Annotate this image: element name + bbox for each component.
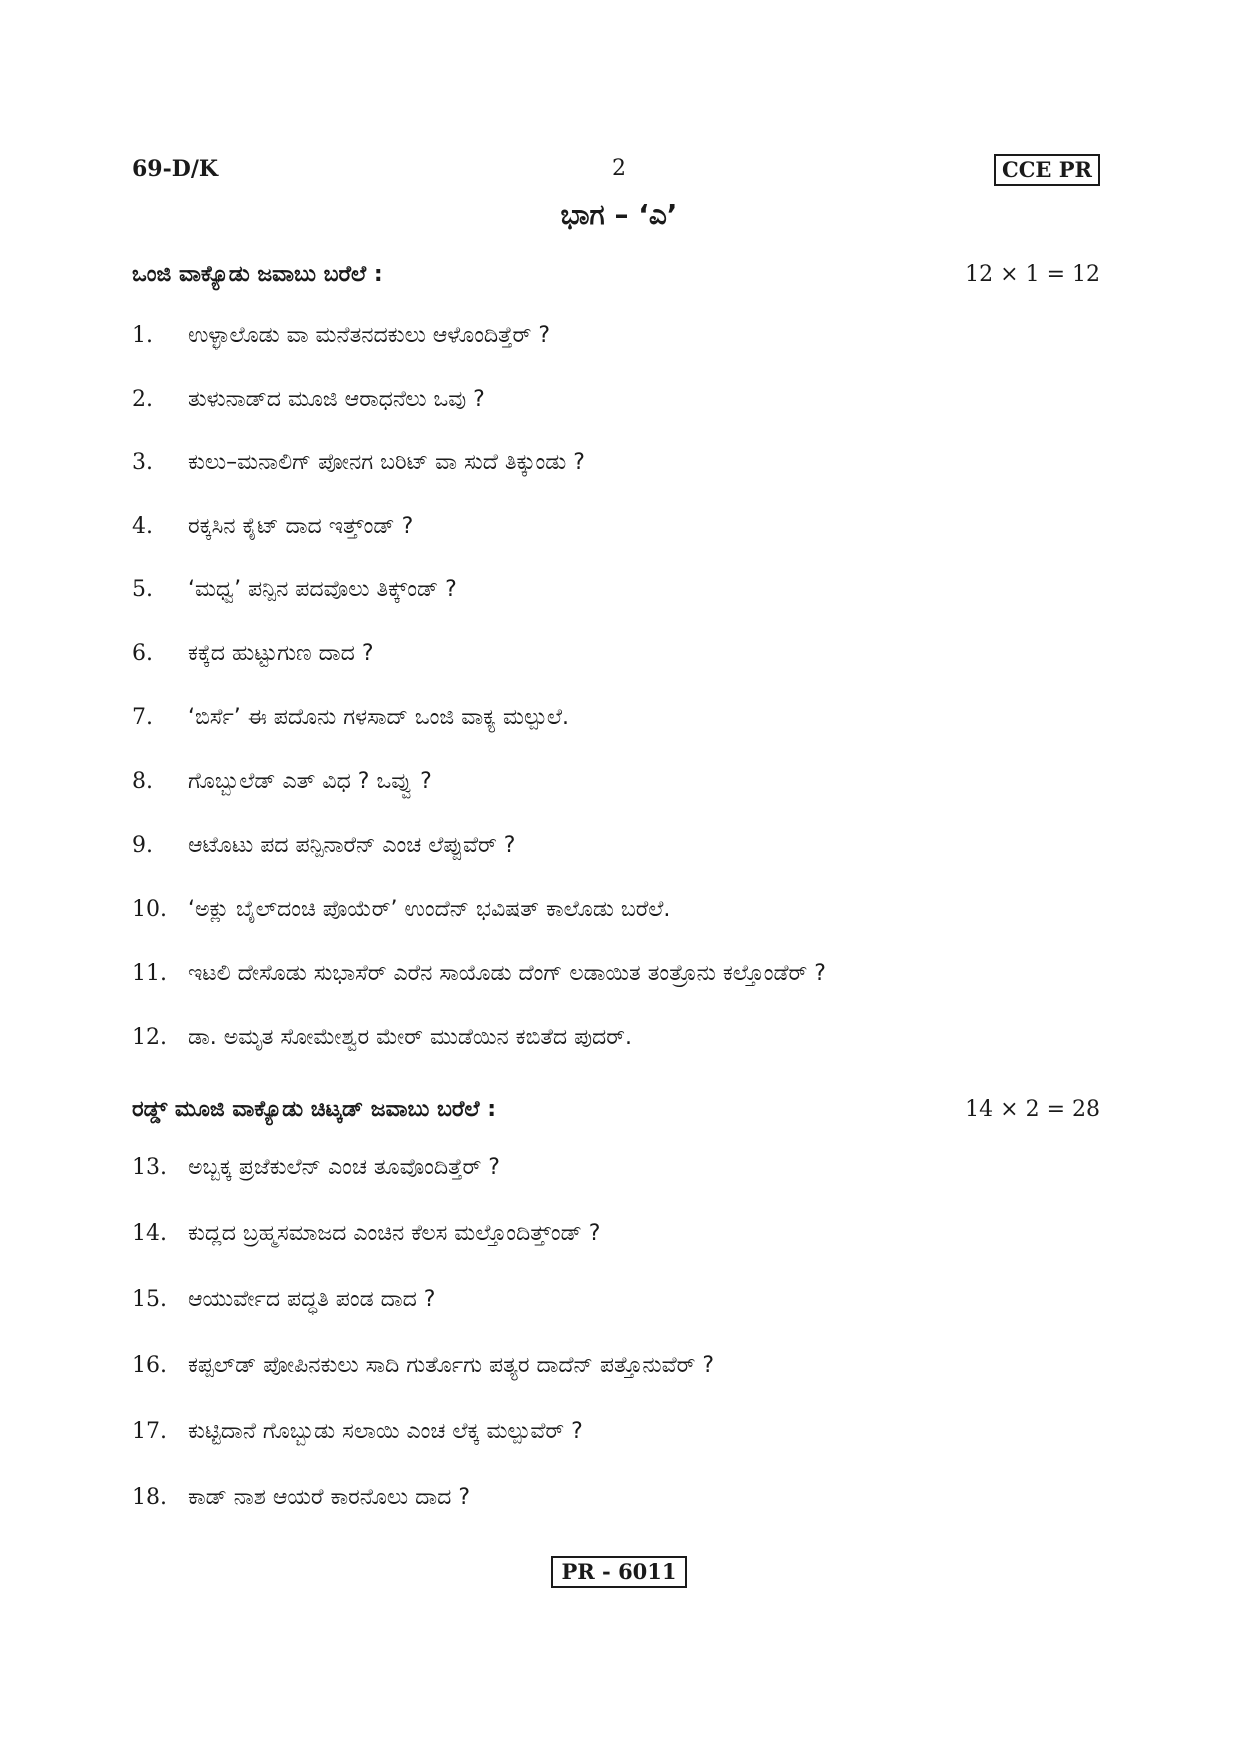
question-6 <box>132 638 1100 670</box>
question-text: ಗೊಬ್ಬುಲೆಡ್ ಎತ್ ವಿಧ ? ಒವ್ವು ? <box>188 769 432 794</box>
question-text: ತುಳುನಾಡ್‌ದ ಮೂಜಿ ಆರಾಧನೆಲು ಒವು ? <box>188 387 485 412</box>
paper-code: 69-D/K <box>132 156 218 182</box>
question-number: 4. <box>132 514 153 539</box>
question-number: 18. <box>132 1485 167 1510</box>
question-10 <box>132 894 1100 926</box>
question-text: ಕಪ್ಪಲ್‌ಡ್ ಪೋಪಿನಕುಲು ಸಾದಿ ಗುರ್ತೊಗು ಪತ್ಯರ ದಾದೆನ್ ಪತ್ತೊನುವೆರ್ ? <box>188 1353 715 1378</box>
question-9 <box>132 830 1100 862</box>
question-text: ‘ಅಕ್ಲು ಬೈಲ್‌ದಂಚಿ ಪೊಯೆರ್’ ಉಂದೆನ್ ಭವಿಷತ್ ಕಾಲೊಡು ಬರೆಲೆ. <box>188 897 671 922</box>
question-text: ಕುದ್ಲದ ಬ್ರಹ್ಮಸಮಾಜದ ಎಂಚಿನ ಕೆಲಸ ಮಲ್ತೊಂದಿತ್ತ್‌ಂಡ್ ? <box>188 1221 601 1246</box>
question-number: 17. <box>132 1419 167 1444</box>
page-number: 2 <box>612 156 626 181</box>
question-text: ರಕ್ಕಸಿನ ಕೈಟ್ ದಾದ ಇತ್ತ್‌ಂಡ್ ? <box>188 514 414 539</box>
question-12 <box>132 1022 1100 1054</box>
question-7 <box>132 702 1100 734</box>
question-1 <box>132 320 1100 352</box>
question-number: 14. <box>132 1221 167 1246</box>
question-number: 13. <box>132 1155 167 1180</box>
question-text: ಅಬ್ಬಕ್ಕ ಪ್ರಜೆಕುಲೆನ್ ಎಂಚ ತೂವೊಂದಿತ್ತೆರ್ ? <box>188 1155 500 1180</box>
question-13 <box>132 1152 1100 1184</box>
page-header <box>132 156 1100 192</box>
exam-code-box: CCE PR <box>994 154 1100 186</box>
question-number: 6. <box>132 641 153 666</box>
part-title: ಭಾಗ – ‘ಎ’ <box>560 198 678 231</box>
question-number: 7. <box>132 705 153 730</box>
question-4 <box>132 511 1100 543</box>
question-number: 15. <box>132 1287 167 1312</box>
question-8 <box>132 766 1100 798</box>
question-number: 5. <box>132 577 153 602</box>
section-2-instruction: ರಡ್ಡ್ ಮೂಜಿ ವಾಕ್ಯೊಡು ಚಿಟ್ಕಡ್ ಜವಾಬು ಬರೆಲೆ : <box>132 1097 497 1122</box>
question-number: 16. <box>132 1353 167 1378</box>
section-1-heading <box>132 262 1100 296</box>
question-text: ಕುಟ್ಟಿದಾನೆ ಗೊಬ್ಬುಡು ಸಲಾಯಿ ಎಂಚ ಲೆಕ್ಕ ಮಲ್ಪುವೆರ್ ? <box>188 1419 583 1444</box>
question-text: ಇಟಲಿ ದೇಸೊಡು ಸುಭಾಸೆರ್ ಎರೆನ ಸಾಯೊಡು ದೆಂಗ್ ಲಡಾಯಿತ ತಂತ್ರೊನು ಕಲ್ತೊಂಡೆರ್ ? <box>188 961 826 986</box>
question-15 <box>132 1284 1100 1316</box>
footer-code-box: PR - 6011 <box>551 1556 686 1588</box>
question-number: 3. <box>132 450 153 475</box>
question-14 <box>132 1218 1100 1250</box>
question-17 <box>132 1416 1100 1448</box>
question-text: ಆಯುರ್ವೇದ ಪದ್ಧತಿ ಪಂಡ ದಾದ ? <box>188 1287 436 1312</box>
question-number: 11. <box>132 961 167 986</box>
question-16 <box>132 1350 1100 1382</box>
section-1-instruction: ಒಂಜಿ ವಾಕ್ಯೊಡು ಜವಾಬು ಬರೆಲೆ : <box>132 262 383 287</box>
page-footer <box>0 1556 1238 1588</box>
question-5 <box>132 574 1100 606</box>
question-18 <box>132 1482 1100 1514</box>
question-text: ಕಾಡ್ ನಾಶ ಆಯರೆ ಕಾರನೊಲು ದಾದ ? <box>188 1485 470 1510</box>
question-number: 10. <box>132 897 167 922</box>
question-text: ‘ಬಿರ್ಸೆ’ ಈ ಪದೊನು ಗಳಸಾದ್ ಒಂಜಿ ವಾಕ್ಯ ಮಲ್ಪುಲೆ. <box>188 705 570 730</box>
question-text: ‘ಮಧ್ವ’ ಪನ್ಪಿನ ಪದವೊಲು ತಿಕ್ಕ್‌ಂಡ್ ? <box>188 577 457 602</box>
question-text: ಉಳ್ಳಾಲೊಡು ವಾ ಮನೆತನದಕುಲು ಆಳೊಂದಿತ್ತೆರ್ ? <box>188 323 550 348</box>
question-number: 1. <box>132 323 153 348</box>
question-text: ಡಾ. ಅಮೃತ ಸೋಮೇಶ್ವರ ಮೇರ್ ಮುಡೆಯಿನ ಕಬಿತೆದ ಪುದರ್. <box>188 1025 632 1050</box>
question-number: 8. <box>132 769 153 794</box>
section-2-heading <box>132 1097 1100 1131</box>
question-number: 9. <box>132 833 153 858</box>
question-2 <box>132 384 1100 416</box>
section-2-marks: 14 × 2 = 28 <box>965 1097 1100 1122</box>
question-text: ಆಟೊಟು ಪದ ಪನ್ಪಿನಾರೆನ್ ಎಂಚ ಲೆಪ್ಪುವೆರ್ ? <box>188 833 516 858</box>
question-3 <box>132 447 1100 479</box>
question-11 <box>132 958 1100 990</box>
section-1-marks: 12 × 1 = 12 <box>965 262 1100 287</box>
question-number: 12. <box>132 1025 167 1050</box>
question-text: ಕಕ್ಕೆದ ಹುಟ್ಟುಗುಣ ದಾದ ? <box>188 641 374 666</box>
question-number: 2. <box>132 387 153 412</box>
question-text: ಕುಲು–ಮನಾಲಿಗ್ ಪೋನಗ ಬರಿಟ್ ವಾ ಸುದೆ ತಿಕ್ಕುಂಡು ? <box>188 450 585 475</box>
